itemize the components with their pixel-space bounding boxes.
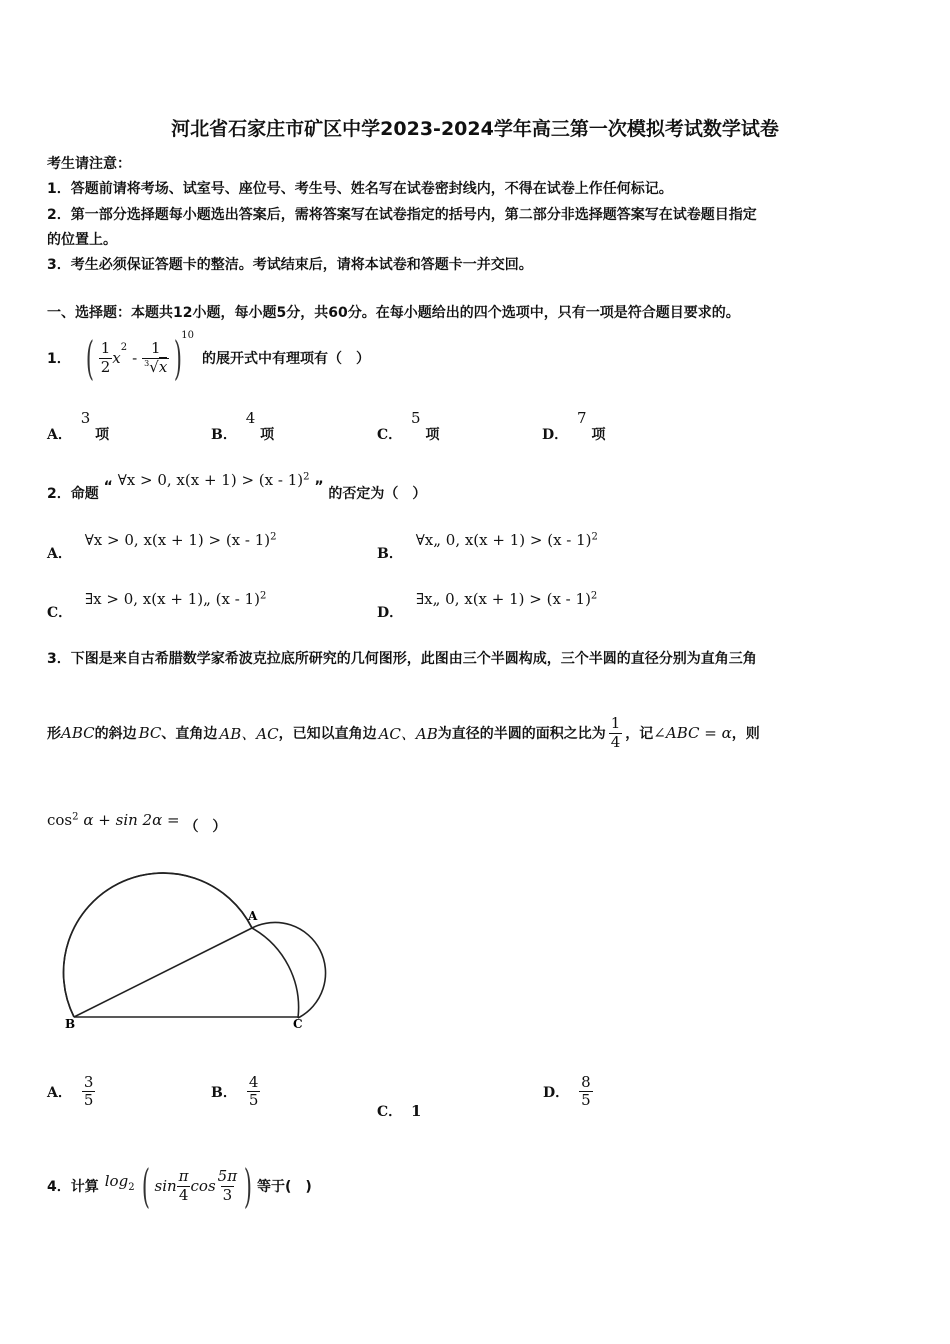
text: ，已知以直角边 bbox=[278, 726, 377, 742]
expr-rest: α + sin 2α = bbox=[83, 811, 180, 829]
option-letter: B． bbox=[211, 1084, 237, 1101]
option-letter: A． bbox=[47, 427, 72, 443]
ratio-fraction bbox=[609, 715, 623, 751]
segments-ac-ab: AC、AB bbox=[378, 724, 438, 743]
right-paren: ) bbox=[244, 1159, 253, 1213]
variable-x: x bbox=[112, 349, 121, 367]
denominator: 4 bbox=[178, 1185, 189, 1204]
label-c: C bbox=[293, 1017, 303, 1031]
exponent: 2 bbox=[72, 811, 79, 823]
question-text: 的展开式中有理项有（ ） bbox=[201, 351, 370, 367]
statement-expr: ∀x > 0, x(x + 1) > (x - 1) bbox=[117, 471, 304, 489]
option-letter: C． bbox=[377, 1104, 403, 1120]
question-number: 4．计算 bbox=[47, 1179, 99, 1195]
open-quote: “ bbox=[103, 479, 113, 495]
radical-icon: √ bbox=[149, 357, 159, 376]
q3-option-c[interactable] bbox=[377, 1101, 421, 1121]
semicircle-figure bbox=[50, 868, 340, 1038]
denominator: 3 bbox=[222, 1185, 233, 1204]
denominator: 5 bbox=[581, 1091, 591, 1110]
question-text: 的否定为（ ） bbox=[328, 486, 427, 502]
option-fraction bbox=[579, 1074, 593, 1110]
numerator: 3 bbox=[83, 1073, 94, 1091]
exponent: 2 bbox=[591, 531, 598, 543]
answer-paren: （ ） bbox=[184, 819, 227, 835]
option-letter: C． bbox=[377, 427, 403, 443]
numerator: 8 bbox=[581, 1073, 591, 1091]
notice-item-2: 2．第一部分选择题每小题选出答案后，需将答案写在试卷指定的括号内，第二部分非选择题答案写在试卷题目指定 bbox=[47, 207, 757, 223]
denominator-root bbox=[142, 358, 169, 376]
option-value: 5 bbox=[411, 409, 421, 427]
exponent: 2 bbox=[303, 471, 310, 483]
text: 、直角边 bbox=[161, 726, 218, 742]
denominator: 5 bbox=[248, 1091, 259, 1110]
minus-sign: - bbox=[132, 349, 138, 367]
log-base: 2 bbox=[128, 1182, 135, 1193]
option-value: 7 bbox=[577, 409, 587, 427]
triangle-abc: ABC bbox=[61, 724, 95, 742]
option-value: 3 bbox=[80, 409, 91, 427]
option-expr: ∃x„ 0, x(x + 1) > (x - 1) bbox=[416, 590, 591, 608]
semicircle-on-ac bbox=[252, 922, 326, 1018]
numerator: 5π bbox=[217, 1167, 238, 1186]
denominator: 5 bbox=[83, 1091, 94, 1110]
exponent: 2 bbox=[590, 590, 598, 602]
label-a: A bbox=[248, 909, 258, 923]
option-letter: A． bbox=[47, 1084, 72, 1101]
q3-option-b[interactable] bbox=[211, 1074, 260, 1110]
text: ，记 bbox=[625, 726, 654, 742]
q3-option-d[interactable] bbox=[543, 1074, 593, 1110]
exponent: 2 bbox=[259, 590, 267, 602]
text: 形 bbox=[47, 726, 61, 742]
option-b[interactable] bbox=[211, 408, 275, 443]
semicircle-on-ab bbox=[63, 873, 252, 1017]
denominator: 4 bbox=[610, 732, 621, 751]
option-a[interactable] bbox=[47, 408, 110, 443]
option-value: 1 bbox=[411, 1102, 422, 1120]
page-title: 河北省石家庄市矿区中学2023-2024学年高三第一次模拟考试数学试卷 bbox=[171, 118, 779, 140]
segment-bc: BC bbox=[138, 724, 162, 742]
question-2 bbox=[47, 470, 427, 502]
q2-option-a[interactable] bbox=[47, 530, 277, 562]
option-letter: A． bbox=[47, 546, 72, 562]
segment-ab-line bbox=[74, 928, 252, 1017]
option-fraction bbox=[247, 1074, 261, 1110]
option-letter: B． bbox=[211, 427, 237, 443]
option-expr: ∀x > 0, x(x + 1) > (x - 1) bbox=[84, 531, 271, 549]
question-number: 1． bbox=[47, 351, 71, 367]
exponent: 2 bbox=[120, 342, 128, 353]
option-value: 4 bbox=[245, 409, 256, 427]
numerator: 1 bbox=[610, 714, 621, 733]
question-4 bbox=[47, 1160, 312, 1212]
text: ，则 bbox=[731, 726, 760, 742]
left-paren: ( bbox=[141, 1159, 150, 1213]
q3-option-a[interactable] bbox=[47, 1074, 95, 1110]
q2-option-d[interactable] bbox=[377, 589, 598, 621]
radicand: x bbox=[158, 357, 168, 376]
option-d[interactable] bbox=[542, 408, 606, 443]
question-3-line-1: 3．下图是来自古希腊数学家希波克拉底所研究的几何图形，此图由三个半圆构成，三个半圆的直径分别为直角三角 bbox=[47, 651, 757, 667]
cos-func: cos bbox=[190, 1177, 216, 1195]
numerator: 4 bbox=[248, 1073, 259, 1091]
option-letter: D． bbox=[542, 427, 569, 443]
q2-option-b[interactable] bbox=[377, 530, 598, 562]
denominator: 2 bbox=[100, 357, 111, 376]
option-unit: 项 bbox=[95, 427, 110, 443]
numerator: 1 bbox=[150, 339, 161, 358]
text: 的斜边 bbox=[94, 726, 137, 742]
sin-func: sin bbox=[154, 1177, 177, 1195]
option-expr: ∀x„ 0, x(x + 1) > (x - 1) bbox=[415, 531, 592, 549]
fraction-5pi-over-3 bbox=[216, 1168, 239, 1204]
option-unit: 项 bbox=[425, 427, 440, 443]
option-letter: D． bbox=[543, 1084, 570, 1101]
notice-heading: 考生请注意： bbox=[47, 156, 131, 172]
option-letter: C． bbox=[47, 605, 73, 621]
notice-item-1: 1．答题前请将考场、试室号、座位号、考生号、姓名写在试卷密封线内，不得在试卷上作任何标记。 bbox=[47, 181, 673, 197]
question-number: 2．命题 bbox=[47, 486, 99, 502]
option-fraction bbox=[82, 1074, 96, 1110]
text: 为直径的半圆的面积之比为 bbox=[437, 726, 606, 742]
angle-expr: ∠ABC = α bbox=[653, 724, 732, 742]
log-func: log bbox=[104, 1172, 129, 1190]
question-3-expr bbox=[47, 810, 227, 835]
cos-func: cos bbox=[47, 811, 73, 829]
question-text: 等于( ) bbox=[257, 1179, 312, 1195]
segments-ab-ac: AB、AC bbox=[219, 724, 279, 743]
section-heading: 一、选择题：本题共12小题，每小题5分，共60分。在每小题给出的四个选项中，只有一项是符合题目要求的。 bbox=[47, 305, 740, 321]
numerator: 1 bbox=[100, 339, 111, 358]
root-index: 3 bbox=[144, 358, 150, 368]
semicircle-on-bc-right bbox=[252, 928, 299, 1018]
exponent: 2 bbox=[270, 531, 277, 543]
numerator: π bbox=[178, 1167, 189, 1186]
notice-item-3: 3．考生必须保证答题卡的整洁。考试结束后，请将本试卷和答题卡一并交回。 bbox=[47, 257, 533, 273]
option-unit: 项 bbox=[260, 427, 275, 443]
left-paren: ( bbox=[85, 331, 94, 385]
option-unit: 项 bbox=[591, 427, 606, 443]
label-b: B bbox=[65, 1017, 76, 1031]
fraction-cube-root bbox=[142, 340, 169, 376]
q2-option-c[interactable] bbox=[47, 589, 267, 621]
close-quote: ” bbox=[314, 479, 324, 495]
fraction-pi-over-4 bbox=[177, 1168, 191, 1204]
question-1-options bbox=[47, 408, 607, 444]
right-paren: ) bbox=[174, 331, 183, 385]
outer-exponent: 10 bbox=[181, 330, 194, 341]
fraction-one-half bbox=[99, 340, 113, 376]
option-c[interactable] bbox=[377, 408, 440, 443]
option-letter: B． bbox=[377, 546, 403, 562]
notice-item-2-cont: 的位置上。 bbox=[47, 232, 117, 248]
question-3-line-2 bbox=[47, 708, 760, 758]
question-1 bbox=[47, 332, 370, 384]
option-expr: ∃x > 0, x(x + 1)„ (x - 1) bbox=[85, 590, 260, 608]
option-letter: D． bbox=[377, 605, 404, 621]
